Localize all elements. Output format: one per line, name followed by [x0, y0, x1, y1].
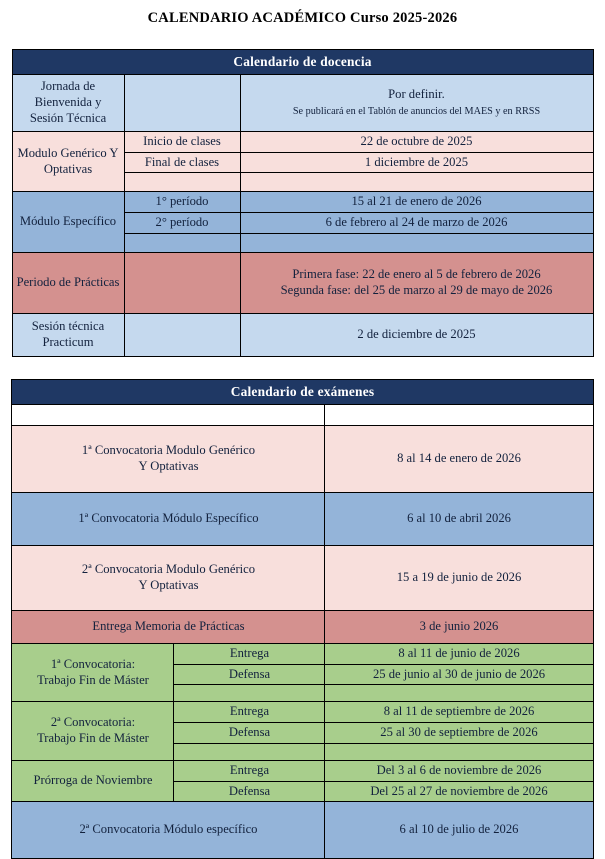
row-value-tfm-conv1-entrega: 8 al 11 de junio de 2026 [325, 643, 593, 664]
row-value-conv2-specific: 6 al 10 de julio de 2026 [325, 802, 593, 859]
row-middle-practicas [124, 252, 240, 313]
tfm-conv2-filler-value [325, 743, 593, 760]
generic-filler-middle [124, 173, 240, 192]
tfm-conv2-label-line1: 2ª Convocatoria: [50, 715, 136, 730]
row-value-conv2-generic: 15 a 19 de junio de 2026 [325, 545, 593, 610]
exams-table-header: Calendario de exámenes [12, 379, 593, 404]
teaching-table-header: Calendario de docencia [12, 50, 593, 75]
row-value-tfm-conv2-defensa: 25 al 30 de septiembre de 2026 [325, 723, 593, 744]
table-row-blank [12, 404, 593, 425]
conv2-generic-label-line1: 2ª Convocatoria Modulo Genérico [81, 562, 256, 577]
row-value-generic-final: 1 diciembre de 2025 [240, 152, 593, 173]
row-value-memoria: 3 de junio 2026 [325, 610, 593, 643]
row-value-conv1-specific: 6 al 10 de abril 2026 [325, 492, 593, 545]
row-value-prorroga-defensa: Del 25 al 27 de noviembre de 2026 [325, 781, 593, 802]
row-value-welcome [240, 75, 593, 132]
table-row-conv1-generic [12, 425, 593, 492]
row-label-tfm-conv2 [12, 702, 174, 760]
table-row-conv2-specific [12, 802, 593, 859]
conv1-generic-label-line2: Y Optativas [138, 458, 199, 473]
conv2-generic-label-line2: Y Optativas [138, 577, 199, 592]
row-value-tfm-conv1-defensa: 25 de junio al 30 de junio de 2026 [325, 664, 593, 685]
row-label-conv2-generic [12, 545, 325, 610]
teaching-calendar-table [12, 49, 594, 357]
tfm-conv1-filler-value [325, 685, 593, 702]
table-row-tfm-conv2-entrega [12, 702, 593, 723]
exams-table-header-row [12, 379, 593, 404]
row-sublabel-prorroga-entrega: Entrega [174, 760, 325, 781]
exams-calendar-table [11, 379, 593, 859]
table-row-practicas [12, 252, 593, 313]
tfm-conv1-label-line2: Trabajo Fin de Máster [37, 672, 149, 687]
row-value-conv1-generic: 8 al 14 de enero de 2026 [325, 425, 593, 492]
tfm-conv1-filler-middle [174, 685, 325, 702]
table-row-conv2-generic [12, 545, 593, 610]
row-label-prorroga: Prórroga de Noviembre [12, 760, 174, 801]
practicas-value-line1: Primera fase: 22 de enero al 5 de febrero de 2026 [292, 267, 541, 282]
page-title: CALENDARIO ACADÉMICO Curso 2025-2026 [147, 10, 458, 26]
row-value-practicum: 2 de diciembre de 2025 [240, 313, 593, 356]
row-sublabel-generic-inicio: Inicio de clases [124, 132, 240, 153]
welcome-value-note: Se publicará en el Tablón de anuncios del MAES y en RRSS [292, 106, 541, 118]
table-row-conv1-specific [12, 492, 593, 545]
row-sublabel-specific-p1: 1° período [124, 192, 240, 213]
row-label-practicas: Periodo de Prácticas [12, 252, 124, 313]
row-value-specific-p1: 15 al 21 de enero de 2026 [240, 192, 593, 213]
row-value-tfm-conv2-entrega: 8 al 11 de septiembre de 2026 [325, 702, 593, 723]
row-label-generic: Modulo Genérico Y Optativas [12, 132, 124, 192]
title-table-gap [0, 27, 605, 49]
table-row-practicum [12, 313, 593, 356]
row-sublabel-tfm-conv1-defensa: Defensa [174, 664, 325, 685]
row-sublabel-specific-p2: 2° período [124, 213, 240, 234]
row-label-memoria: Entrega Memoria de Prácticas [12, 610, 325, 643]
row-sublabel-tfm-conv2-defensa: Defensa [174, 723, 325, 744]
row-label-conv1-specific: 1ª Convocatoria Módulo Específico [12, 492, 325, 545]
row-label-specific: Módulo Específico [12, 192, 124, 252]
table-row-prorroga-entrega [12, 760, 593, 781]
blank-row-right [325, 404, 593, 425]
specific-filler-middle [124, 233, 240, 252]
table-row-welcome [12, 75, 593, 132]
tfm-conv2-label-line2: Trabajo Fin de Máster [37, 731, 149, 746]
row-label-welcome: Jornada de Bienvenida y Sesión Técnica [12, 75, 124, 132]
row-sublabel-tfm-conv1-entrega: Entrega [174, 643, 325, 664]
row-sublabel-tfm-conv2-entrega: Entrega [174, 702, 325, 723]
table-row-memoria [12, 610, 593, 643]
row-label-practicum: Sesión técnica Practicum [12, 313, 124, 356]
row-label-conv1-generic [12, 425, 325, 492]
row-value-generic-inicio: 22 de octubre de 2025 [240, 132, 593, 153]
generic-filler-value [240, 173, 593, 192]
row-middle-welcome [124, 75, 240, 132]
row-label-tfm-conv1 [12, 643, 174, 701]
row-value-specific-p2: 6 de febrero al 24 de marzo de 2026 [240, 213, 593, 234]
row-sublabel-prorroga-defensa: Defensa [174, 781, 325, 802]
welcome-value-main: Por definir. [388, 86, 445, 101]
table-row-specific-p1 [12, 192, 593, 213]
tfm-conv1-label-line1: 1ª Convocatoria: [50, 656, 136, 671]
row-label-conv2-specific: 2ª Convocatoria Módulo específico [12, 802, 325, 859]
practicas-value-line2: Segunda fase: del 25 de marzo al 29 de mayo de 2026 [280, 282, 553, 297]
teaching-table-header-row [12, 50, 593, 75]
row-sublabel-generic-final: Final de clases [124, 152, 240, 173]
tables-gap [0, 357, 605, 379]
specific-filler-value [240, 233, 593, 252]
row-middle-practicum [124, 313, 240, 356]
conv1-generic-label-line1: 1ª Convocatoria Modulo Genérico [81, 443, 256, 458]
blank-row-left [12, 404, 325, 425]
tfm-conv2-filler-middle [174, 743, 325, 760]
table-row-generic-start [12, 132, 593, 153]
row-value-prorroga-entrega: Del 3 al 6 de noviembre de 2026 [325, 760, 593, 781]
row-value-practicas [240, 252, 593, 313]
table-row-tfm-conv1-entrega [12, 643, 593, 664]
